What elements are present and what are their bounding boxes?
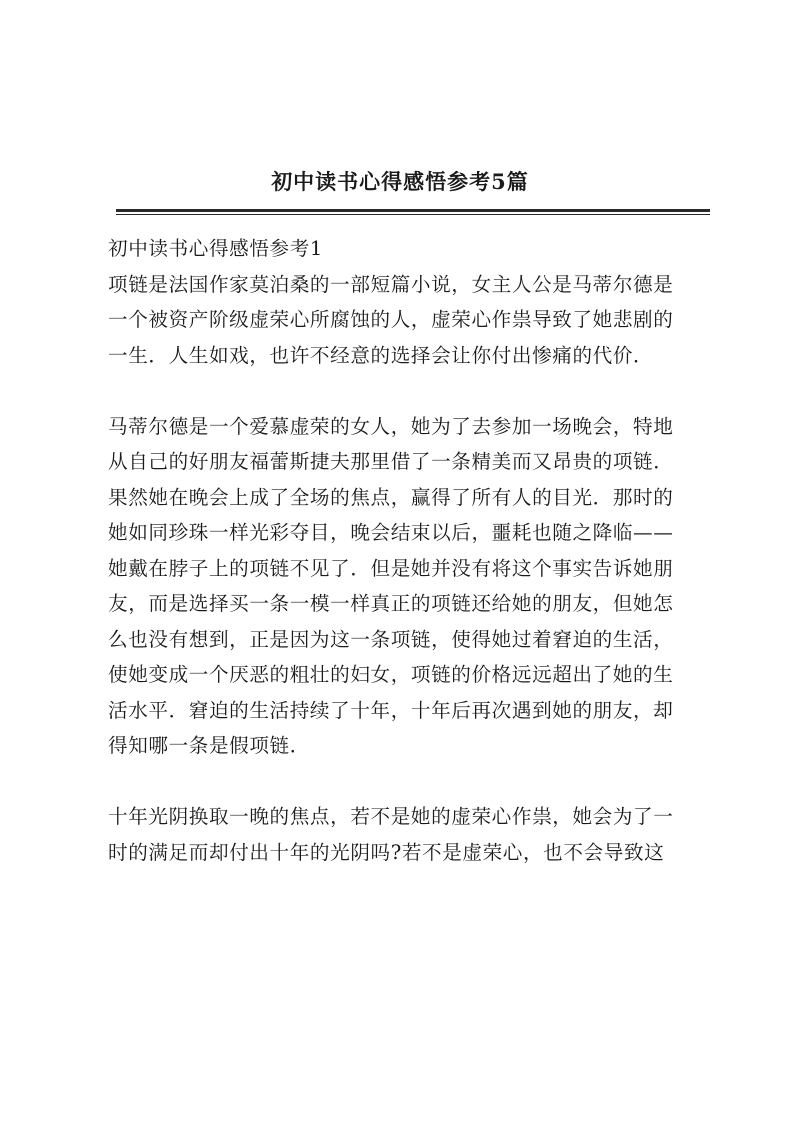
text-line: 友，而是选择买一条一模一样真正的项链还给她的朋友，但她怎	[108, 592, 674, 615]
text-line: 得知哪一条是假项链．	[108, 734, 310, 757]
text-line: 一个被资产阶级虚荣心所腐蚀的人，虚荣心作祟导致了她悲剧的	[108, 308, 674, 331]
paragraph-2	[108, 409, 708, 764]
text-line: 马蒂尔德是一个爱慕虚荣的女人，她为了去参加一场晚会，特地	[108, 414, 674, 438]
text-line: 项链是法国作家莫泊桑的一部短篇小说，女主人公是马蒂尔德是	[108, 272, 674, 296]
text-line: 使她变成一个厌恶的粗壮的妇女，项链的价格远远超出了她的生	[108, 663, 674, 686]
section-heading: 初中读书心得感悟参考1	[108, 237, 324, 260]
title-divider	[116, 209, 710, 212]
text-line: 时的满足而却付出十年的光阴吗?若不是虚荣心，也不会导致这	[108, 840, 665, 864]
text-line: 一生．人生如戏，也许不经意的选择会让你付出惨痛的代价．	[108, 343, 654, 367]
document-title: 初中读书心得感悟参考5篇	[271, 169, 529, 194]
paragraph-spacer	[108, 373, 708, 409]
text-line: 她戴在脖子上的项链不见了．但是她并没有将这个事实告诉她朋	[108, 556, 674, 580]
paragraph-3	[108, 799, 708, 870]
text-line: 她如同珍珠一样光彩夺目，晚会结束以后，噩耗也随之降临——	[108, 521, 674, 544]
document-body	[108, 231, 708, 870]
text-line: 么也没有想到，正是因为这一条项链，使得她过着窘迫的生活，	[108, 627, 674, 651]
paragraph-1	[108, 267, 708, 374]
paragraph-spacer	[108, 764, 708, 800]
text-line: 活水平．窘迫的生活持续了十年，十年后再次遇到她的朋友，却	[108, 698, 674, 722]
text-line: 从自己的好朋友福蕾斯捷夫那里借了一条精美而又昂贵的项链．	[108, 450, 674, 473]
text-line: 果然她在晚会上成了全场的焦点，赢得了所有人的目光．那时的	[108, 485, 674, 509]
title-divider-thin	[116, 214, 710, 215]
text-line: 十年光阴换取一晚的焦点，若不是她的虚荣心作祟，她会为了一	[108, 805, 674, 828]
